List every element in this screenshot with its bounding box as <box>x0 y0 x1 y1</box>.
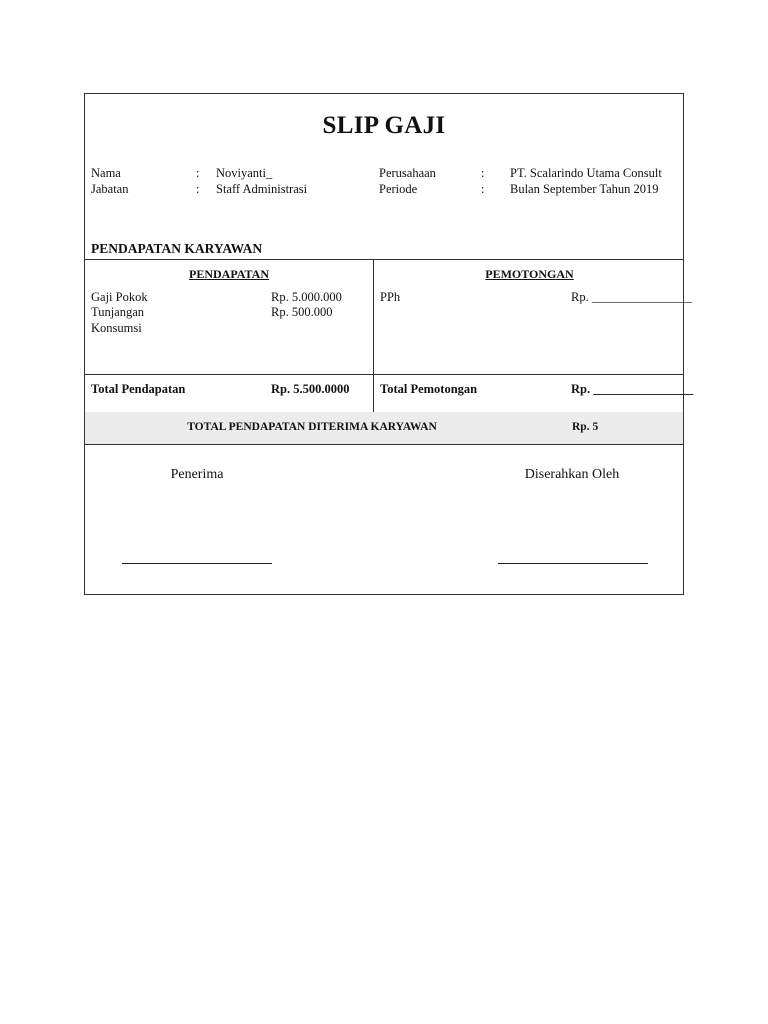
income-item-amount: Rp. 500.000 <box>271 305 333 319</box>
income-item-amount: Rp. 5.000.000 <box>271 290 342 304</box>
company-value: PT. Scalarindo Utama Consult <box>510 166 662 180</box>
income-total-label: Total Pendapatan <box>91 382 186 396</box>
company-separator: : <box>481 166 485 180</box>
position-separator: : <box>196 182 200 196</box>
income-column-heading: PENDAPATAN <box>189 267 269 281</box>
totals-top-border <box>85 374 683 375</box>
position-label: Jabatan <box>91 182 129 196</box>
giver-label: Diserahkan Oleh <box>524 467 620 482</box>
period-separator: : <box>481 182 485 196</box>
salary-slip <box>84 93 694 595</box>
deduction-total-amount: Rp. ________________ <box>571 382 694 396</box>
position-value: Staff Administrasi <box>216 182 308 196</box>
receiver-signature-line <box>122 563 272 564</box>
slip-title: SLIP GAJI <box>322 112 446 139</box>
net-income-label: TOTAL PENDAPATAN DITERIMA KARYAWAN <box>187 421 437 433</box>
name-label: Nama <box>91 166 121 180</box>
period-value: Bulan September Tahun 2019 <box>510 182 659 196</box>
deduction-item-amount: Rp. ________________ <box>571 290 692 304</box>
income-item-label: Tunjangan <box>91 305 145 319</box>
name-separator: : <box>196 166 200 180</box>
section-heading: PENDAPATAN KARYAWAN <box>91 241 263 256</box>
name-value: Noviyanti_ <box>216 166 273 180</box>
giver-signature-line <box>498 563 648 564</box>
deductions-column-heading: PEMOTONGAN <box>485 267 574 281</box>
net-income-amount: Rp. 5 <box>572 421 599 433</box>
table-top-border <box>85 259 683 260</box>
deduction-item-label: PPh <box>380 290 401 304</box>
net-income-bottom-border <box>85 444 683 445</box>
deduction-total-label: Total Pemotongan <box>380 382 478 396</box>
income-total-amount: Rp. 5.500.0000 <box>271 382 350 396</box>
employee-info-right <box>379 165 679 197</box>
company-label: Perusahaan <box>379 166 436 180</box>
receiver-label: Penerima <box>170 467 224 482</box>
income-item-label: Konsumsi <box>91 321 142 335</box>
employee-info-left <box>91 165 371 197</box>
period-label: Periode <box>379 182 418 196</box>
income-item-label: Gaji Pokok <box>91 290 148 304</box>
